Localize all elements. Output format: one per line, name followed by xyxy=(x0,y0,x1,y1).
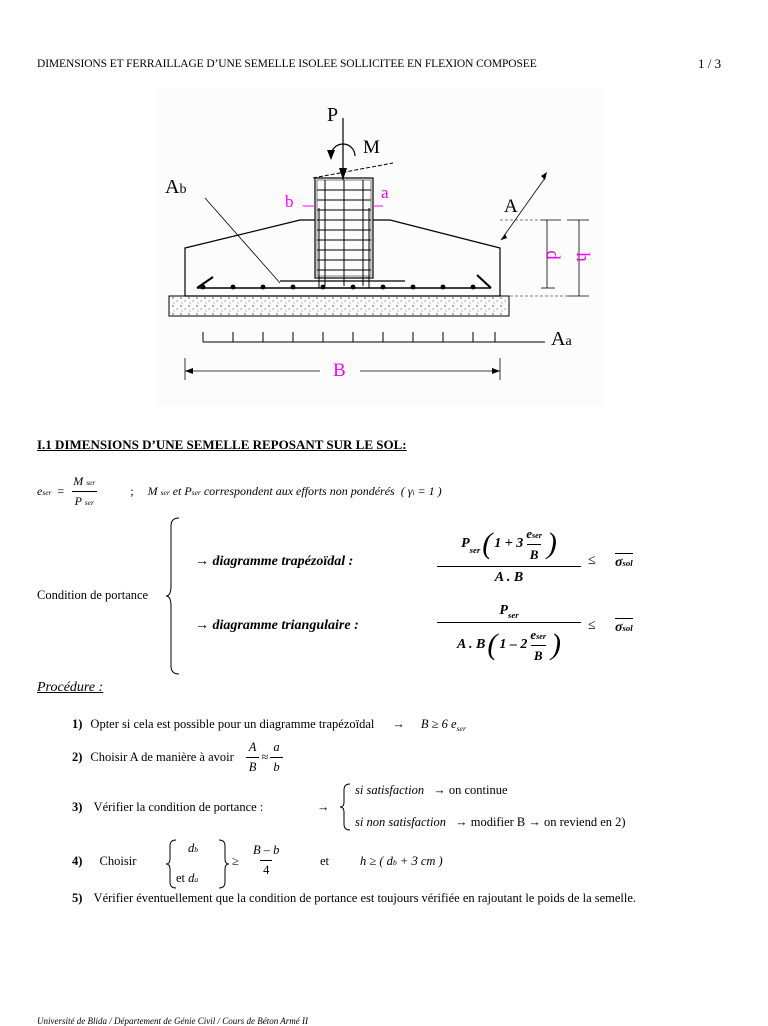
triangular-label: → diagramme triangulaire : xyxy=(195,618,359,633)
eccentricity-formula: eser = $\frac{\text{M ser}}{\text{P ser}}$ ; M ser et Pser correspondent aux efforts non pondérés ( γi = 1 ) xyxy=(37,474,442,508)
triangular-formula: $P_{ser}$ A . B ( 1 – 2 $\frac{\text{eser}}{B}$ ) xyxy=(437,603,581,667)
section-heading: I.1 DIMENSIONS D’UNE SEMELLE REPOSANT SUR LE SOL: xyxy=(37,437,407,452)
step-3-brace xyxy=(340,782,352,832)
procedure-step-2: 2) Choisir A de manière à avoir $\frac{A}{B}$ ≈ $\frac{a}{b}$ xyxy=(72,740,283,775)
column-width-a: a xyxy=(381,183,389,202)
portance-brace xyxy=(166,516,182,676)
trapezoidal-sigma: σsol xyxy=(615,555,633,570)
load-label-p: P xyxy=(327,104,339,126)
triangular-sigma: σsol xyxy=(615,620,633,635)
footing-length-b: B xyxy=(333,360,346,381)
bar-label-aa: Aa xyxy=(551,328,572,350)
bar-label-ab: Ab xyxy=(165,176,187,198)
column-width-b: b xyxy=(285,192,294,211)
portance-label: Condition de portance xyxy=(37,588,149,602)
triangular-leq: ≤ xyxy=(588,618,596,633)
footing-height-h: h xyxy=(571,252,593,262)
step-3-arrow: → xyxy=(317,800,330,814)
trapezoidal-formula: P ser ( 1 + 3 $\frac{\text{eser}}{B}$ ) A . B xyxy=(437,522,581,586)
step-4-height-condition: h ≥ ( db + 3 cm ) xyxy=(360,854,443,868)
step-4-geq: ≥ xyxy=(232,854,239,868)
procedure-title: Procédure : xyxy=(37,680,104,695)
page-footer: Université de Blida / Département de Génie Civil / Cours de Béton Armé II xyxy=(37,1016,309,1026)
step-4-da: et da xyxy=(176,871,199,885)
step-4-and: et xyxy=(320,854,330,868)
step-4-fraction: $\frac{B - b}{4}$ xyxy=(253,843,280,877)
effective-depth-d: d xyxy=(541,250,563,260)
procedure-step-5: 5) Vérifier éventuellement que la condition de portance est toujours vérifiée en rajoutant le poids de la semelle. xyxy=(72,891,637,905)
step-3-not-satisfied: si non satisfaction → modifier B → on reviend en 2) xyxy=(355,815,626,829)
procedure-step-1: 1) Opter si cela est possible pour un diagramme trapézoïdal → B ≥ 6 $e_{ser}$ xyxy=(72,717,467,733)
footing-width-a: A xyxy=(504,196,518,217)
footing-diagram xyxy=(155,88,605,406)
procedure-step-3: 3) Vérifier la condition de portance : xyxy=(72,800,264,814)
document-title: DIMENSIONS ET FERRAILLAGE D’UNE SEMELLE ISOLEE SOLLICITEE EN FLEXION COMPOSEE xyxy=(37,58,537,70)
trapezoidal-leq: ≤ xyxy=(588,553,596,568)
moment-label-m: M xyxy=(363,137,380,158)
page-number: 1 / 3 xyxy=(698,56,722,71)
footing-drawing xyxy=(155,88,605,406)
step-4-right-brace xyxy=(217,838,229,890)
step-4-db: db xyxy=(188,841,199,855)
trapezoidal-label: → diagramme trapézoïdal : xyxy=(195,554,354,569)
procedure-step-4: 4) Choisir xyxy=(72,854,137,868)
step-3-satisfied: si satisfaction → on continue xyxy=(355,783,508,797)
